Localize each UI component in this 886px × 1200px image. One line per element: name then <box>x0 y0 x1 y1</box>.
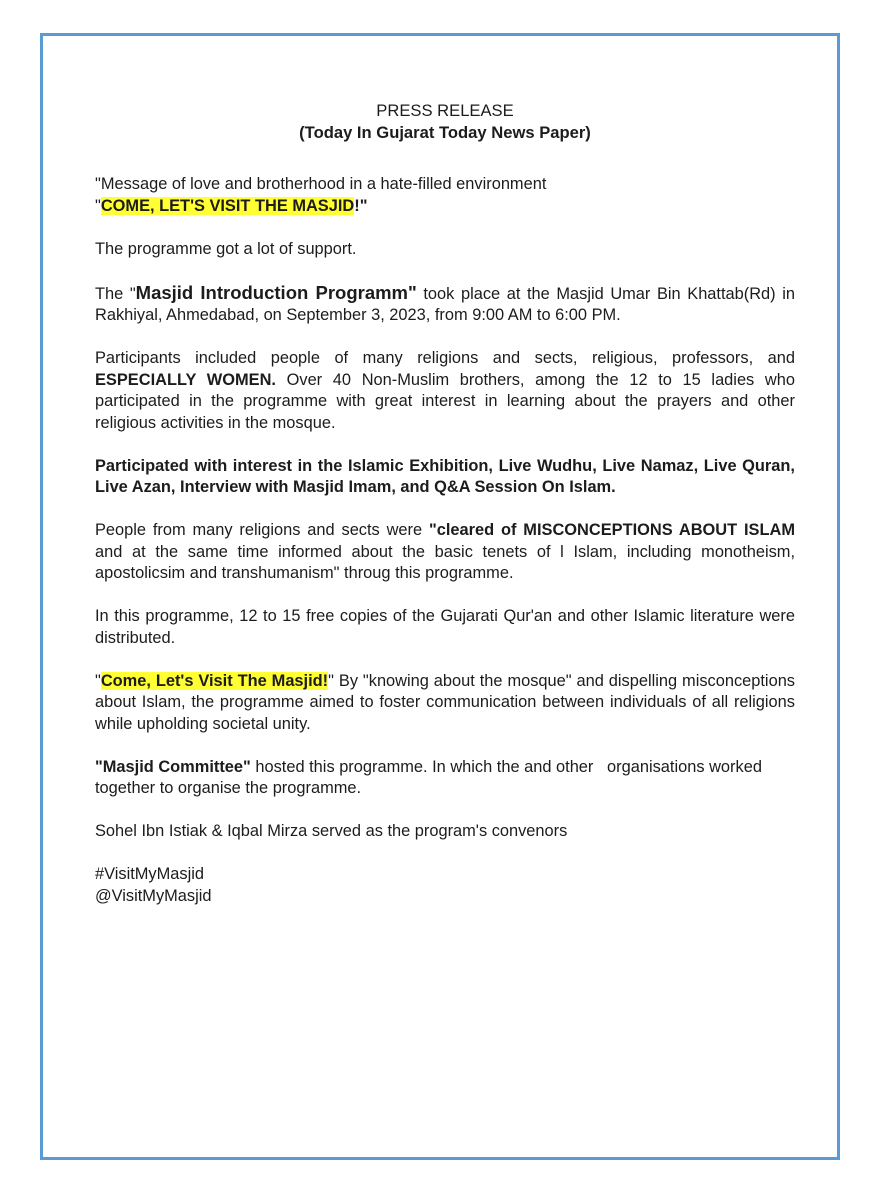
press-release-body <box>95 100 795 907</box>
aim-paragraph <box>95 671 795 736</box>
event-post: took place at the Masjid Umar Bin Khattab(Rd) in Rakhiyal, Ahmedabad, on September 3, 2023, from 9:00 AM to 6:00 PM. <box>95 284 795 324</box>
misconceptions-bold: "cleared of MISCONCEPTIONS ABOUT ISLAM <box>428 521 795 539</box>
intro-highlight: COME, LET'S VISIT THE MASJID <box>100 196 355 215</box>
event-name: Masjid Introduction Programm" <box>135 281 417 303</box>
aim-highlight: Come, Let's Visit The Masjid! <box>100 671 329 690</box>
misconceptions-pre: People from many religions and sects were <box>95 521 429 539</box>
hashtag: #VisitMyMasjid <box>95 865 204 883</box>
misconceptions-paragraph <box>95 520 795 585</box>
intro-paragraph <box>95 174 795 217</box>
tags-block <box>95 864 795 907</box>
intro-quote-close: !" <box>354 196 368 215</box>
committee-paragraph <box>95 757 795 800</box>
participants-post: Over 40 Non-Muslim brothers, among the 12 to 15 ladies who participated in the programme with great interest in learning about the prayers and other religious activities in the mosque. <box>95 370 795 432</box>
activities-paragraph: Participated with interest in the Islamic Exhibition, Live Wudhu, Live Namaz, Live Quran, Live Azan, Interview with Masjid Imam, and Q&A Session On Islam. <box>95 456 795 496</box>
participants-pre: Participants included people of many religions and sects, religious, professors, and <box>95 349 795 367</box>
distribution-paragraph: In this programme, 12 to 15 free copies of the Gujarati Qur'an and other Islamic literature were distributed. <box>95 607 795 647</box>
convenors-paragraph: Sohel Ibn Istiak & Iqbal Mirza served as the program's convenors <box>95 822 568 840</box>
page-title: PRESS RELEASE <box>376 101 514 120</box>
participants-bold: ESPECIALLY WOMEN. <box>95 370 276 389</box>
committee-bold: "Masjid Committee" <box>95 757 251 776</box>
event-pre: The " <box>95 284 136 303</box>
misconceptions-post: and at the same time informed about the basic tenets of l Islam, including monotheism, apostolicsim and transhumanism" throug this programme. <box>95 542 795 582</box>
intro-line: "Message of love and brotherhood in a hate-filled environment <box>95 175 547 193</box>
participants-paragraph <box>95 348 795 434</box>
aim-post: " By "knowing about the mosque" and dispelling misconceptions about Islam, the programme aimed to foster communication between individuals of all religions while upholding societal unity. <box>95 671 796 733</box>
page-subtitle: (Today In Gujarat Today News Paper) <box>299 123 591 142</box>
social-handle: @VisitMyMasjid <box>95 886 212 905</box>
intro-quote-open: " <box>95 196 101 215</box>
support-paragraph: The programme got a lot of support. <box>95 239 357 258</box>
header <box>95 100 795 144</box>
aim-quote-open: " <box>95 671 101 690</box>
committee-post: hosted this programme. In which the and other organisations worked together to organise the programme. <box>95 757 767 797</box>
event-paragraph <box>95 282 795 327</box>
